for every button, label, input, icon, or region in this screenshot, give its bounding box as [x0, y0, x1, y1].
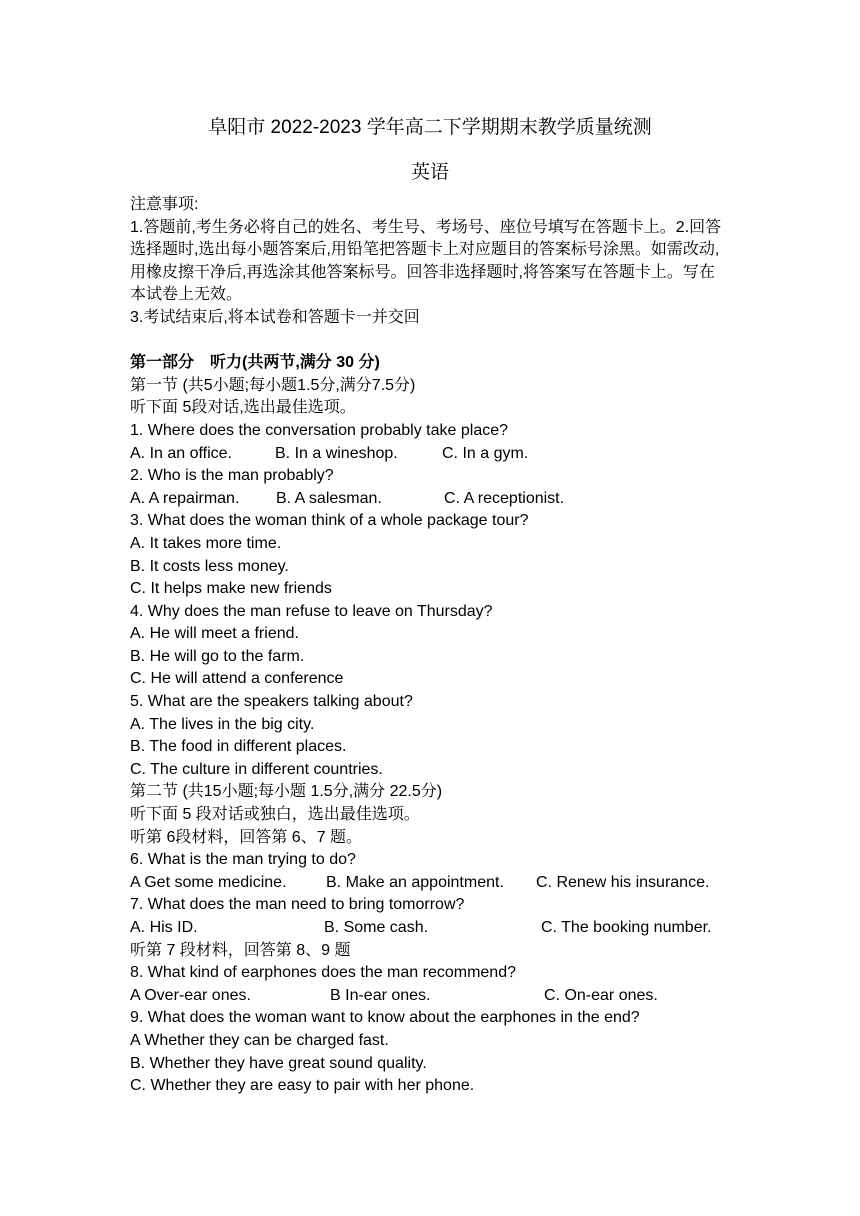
- option-a: A. In an office.: [130, 444, 232, 462]
- notes-heading: 注意事项:: [130, 196, 199, 213]
- option-b: B. Some cash.: [324, 919, 429, 936]
- option-b: B. It costs less money.: [130, 557, 289, 575]
- option-a: A Get some medicine.: [130, 873, 287, 891]
- question-8: 8. What kind of earphones does the man recommend?: [130, 964, 516, 982]
- question-2-options: [130, 488, 730, 511]
- option-a: A. His ID.: [130, 919, 198, 936]
- exam-body: [130, 194, 730, 1098]
- part1-heading: 第一部分 听力(共两节,满分 30 分): [130, 354, 380, 372]
- section2-heading: 第二节 (共15小题;每小题 1.5分,满分 22.5分): [130, 783, 443, 801]
- option-c: C. It helps make new friends: [130, 580, 332, 598]
- option-c: C. On-ear ones.: [544, 986, 658, 1004]
- exam-title: 阜阳市 2022-2023 学年高二下学期期末教学质量统测: [208, 117, 652, 138]
- passage-6-instruction: 听第 6段材料，回答第 6、7 题。: [130, 828, 363, 846]
- option-c: C. The culture in different countries.: [130, 760, 383, 778]
- option-b: B. Whether they have great sound quality.: [130, 1054, 427, 1072]
- question-7: 7. What does the man need to bring tomorrow?: [130, 896, 465, 914]
- option-a: A Over-ear ones.: [130, 986, 251, 1004]
- question-4: 4. Why does the man refuse to leave on Thursday?: [130, 602, 493, 620]
- option-a: A. He will meet a friend.: [130, 625, 299, 643]
- notes-item-3: 3.考试结束后,将本试卷和答题卡一并交回: [130, 308, 420, 326]
- question-7-options: [130, 917, 730, 940]
- question-1: 1. Where does the conversation probably take place?: [130, 421, 509, 439]
- question-2: 2. Who is the man probably?: [130, 467, 334, 485]
- spacer: [130, 330, 730, 353]
- section1-instruction: 听下面 5段对话,选出最佳选项。: [130, 399, 356, 417]
- option-a: A. It takes more time.: [130, 534, 282, 552]
- option-b: B In-ear ones.: [330, 986, 431, 1004]
- notes-item-1: 1.答题前,考生务必将自己的姓名、考生号、考场号、座位号填写在答题卡上。2.回答选择题时,选出每小题答案后,用铅笔把答题卡上对应题目的答案标号涂黑。如需改动,用橡皮擦干净后,再选涂其他答案标号。回答非选择题时,将答案写在答题卡上。写在本试卷上无效。: [130, 218, 722, 304]
- section2-instruction: 听下面 5 段对话或独白，选出最佳选项。: [130, 806, 420, 824]
- option-b: B. A salesman.: [276, 489, 382, 507]
- option-a: A. The lives in the big city.: [130, 715, 315, 733]
- question-9: 9. What does the woman want to know about the earphones in the end?: [130, 1009, 640, 1027]
- option-a: A. A repairman.: [130, 489, 240, 507]
- subject-title: 英语: [410, 162, 449, 183]
- question-1-options: [130, 443, 730, 466]
- passage-7-instruction: 听第 7 段材料，回答第 8、9 题: [130, 941, 351, 959]
- option-c: C. The booking number.: [541, 919, 712, 936]
- option-c: C. A receptionist.: [444, 489, 565, 507]
- question-8-options: [130, 985, 730, 1008]
- option-c: C. He will attend a conference: [130, 670, 344, 688]
- option-b: B. He will go to the farm.: [130, 647, 305, 665]
- question-6: 6. What is the man trying to do?: [130, 851, 356, 869]
- option-a: A Whether they can be charged fast.: [130, 1031, 389, 1049]
- question-5: 5. What are the speakers talking about?: [130, 693, 413, 711]
- option-b: B. In a wineshop.: [275, 444, 398, 462]
- question-3: 3. What does the woman think of a whole package tour?: [130, 512, 529, 530]
- option-c: C. Whether they are easy to pair with her phone.: [130, 1077, 475, 1095]
- section1-heading: 第一节 (共5小题;每小题1.5分,满分7.5分): [130, 376, 416, 394]
- option-b: B. The food in different places.: [130, 738, 347, 756]
- option-b: B. Make an appointment.: [326, 873, 504, 891]
- question-6-options: [130, 872, 730, 895]
- option-c: C. Renew his insurance.: [536, 873, 710, 891]
- option-c: C. In a gym.: [442, 444, 529, 462]
